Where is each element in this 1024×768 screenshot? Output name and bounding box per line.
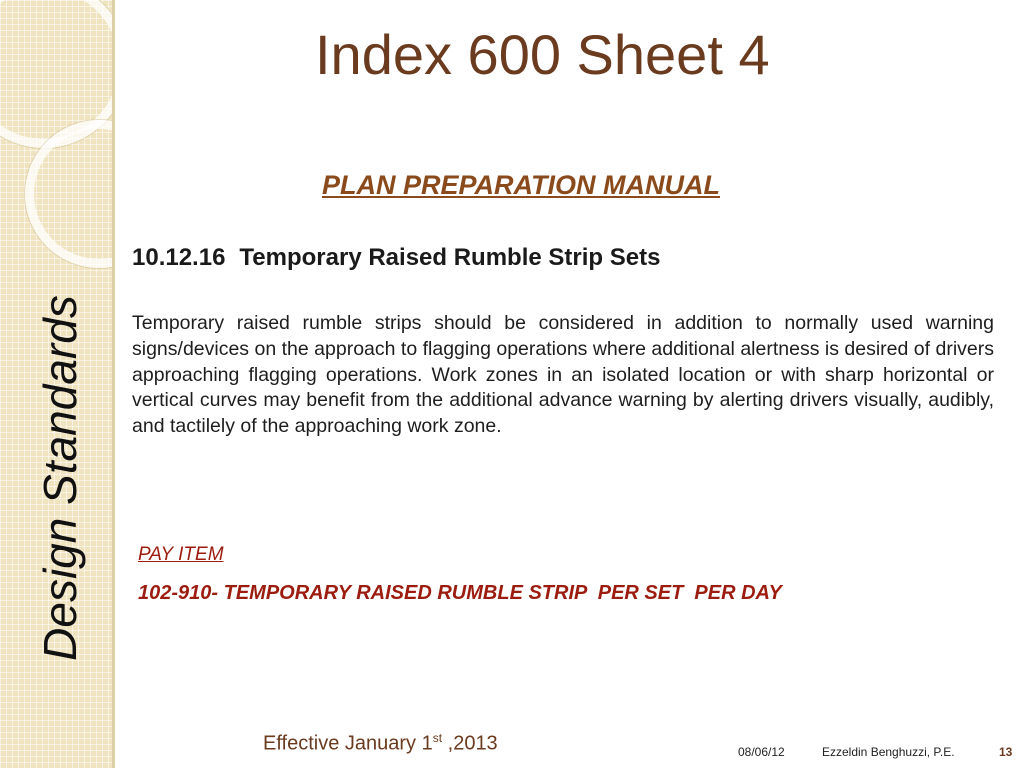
pay-item-text: 102-910- TEMPORARY RAISED RUMBLE STRIP PER SET PER DAY <box>138 582 782 604</box>
section-heading <box>132 244 660 272</box>
footer-date: 08/06/12 <box>738 745 785 759</box>
effective-date-superscript: st <box>432 731 443 745</box>
slide-number: 13 <box>999 745 1013 759</box>
sidebar-vertical-title: Design Standards <box>34 295 86 661</box>
section-body-text: Temporary raised rumble strips should be considered in addition to normally used warning signs/devices on the approach to flagging operations where additional alertness is desired of drivers approaching flagging operations. Work zones in an isolated location or with sharp horizontal or vertical curves may benefit from the additional advance warning by alerting drivers visually, audibly, and tactilely of the approaching work zone. <box>132 312 994 438</box>
slide-title: Index 600 Sheet 4 <box>315 23 770 86</box>
effective-date-suffix: ,2013 <box>442 732 498 755</box>
footer-author: Ezzeldin Benghuzzi, P.E. <box>822 745 955 759</box>
effective-date <box>263 731 498 756</box>
pay-item-label: PAY ITEM <box>138 544 224 565</box>
section-number: 10.12.16 <box>132 244 226 271</box>
section-title: Temporary Raised Rumble Strip Sets <box>239 244 661 271</box>
sidebar-divider <box>112 0 115 768</box>
effective-date-prefix: Effective January 1 <box>263 732 433 755</box>
slide-subtitle: PLAN PREPARATION MANUAL <box>322 170 720 200</box>
